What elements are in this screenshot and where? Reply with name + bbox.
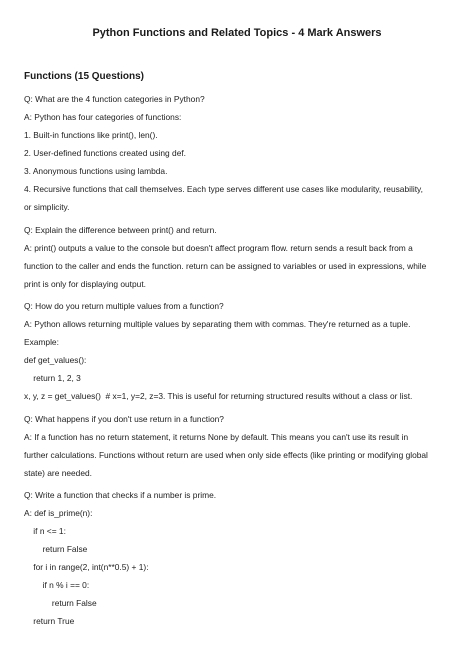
answer-text: A: Python has four categories of functions: (24, 112, 182, 122)
answer-text: function to the caller and ends the function. return can be assigned to variables or used in expressions, while (24, 261, 427, 271)
code-line: def get_values(): (24, 355, 87, 365)
section-heading: Functions (15 Questions) (24, 71, 145, 82)
answer-text: Example: (24, 337, 59, 347)
answer-text: state) are needed. (24, 468, 92, 478)
question-text: Q: What are the 4 function categories in Python? (24, 94, 205, 104)
answer-text: A: If a function has no return statement, it returns None by default. This means you can't use its result in (24, 432, 409, 442)
code-line: return False (24, 598, 97, 608)
code-line: x, y, z = get_values() # x=1, y=2, z=3. This is useful for returning structured results without a class or list. (24, 391, 413, 401)
document-title: Python Functions and Related Topics - 4 Mark Answers (92, 27, 382, 39)
code-line: return False (24, 544, 88, 554)
question-text: Q: Write a function that checks if a number is prime. (24, 490, 217, 500)
answer-text: print is only for displaying output. (24, 279, 146, 289)
question-text: Q: What happens if you don't use return in a function? (24, 414, 224, 424)
answer-text: or simplicity. (24, 202, 70, 212)
code-line: A: def is_prime(n): (24, 508, 93, 518)
answer-text: A: print() outputs a value to the console but doesn't affect program flow. return sends a result back from a (24, 243, 413, 253)
answer-text: 3. Anonymous functions using lambda. (24, 166, 168, 176)
code-line: for i in range(2, int(n**0.5) + 1): (24, 562, 149, 572)
code-line: if n % i == 0: (24, 580, 90, 590)
question-text: Q: How do you return multiple values from a function? (24, 301, 224, 311)
code-line: return 1, 2, 3 (24, 373, 81, 383)
question-text: Q: Explain the difference between print() and return. (24, 225, 217, 235)
code-line: if n <= 1: (24, 526, 66, 536)
answer-text: 4. Recursive functions that call themselves. Each type serves different use cases like modularity, reusability, (24, 184, 423, 194)
answer-text: A: Python allows returning multiple values by separating them with commas. They're returned as a tuple. (24, 319, 411, 329)
answer-text: 1. Built-in functions like print(), len(). (24, 130, 158, 140)
answer-text: 2. User-defined functions created using def. (24, 148, 187, 158)
code-line: return True (24, 616, 75, 626)
answer-text: further calculations. Functions without return are used when only side effects (like printing or modifying global (24, 450, 428, 460)
